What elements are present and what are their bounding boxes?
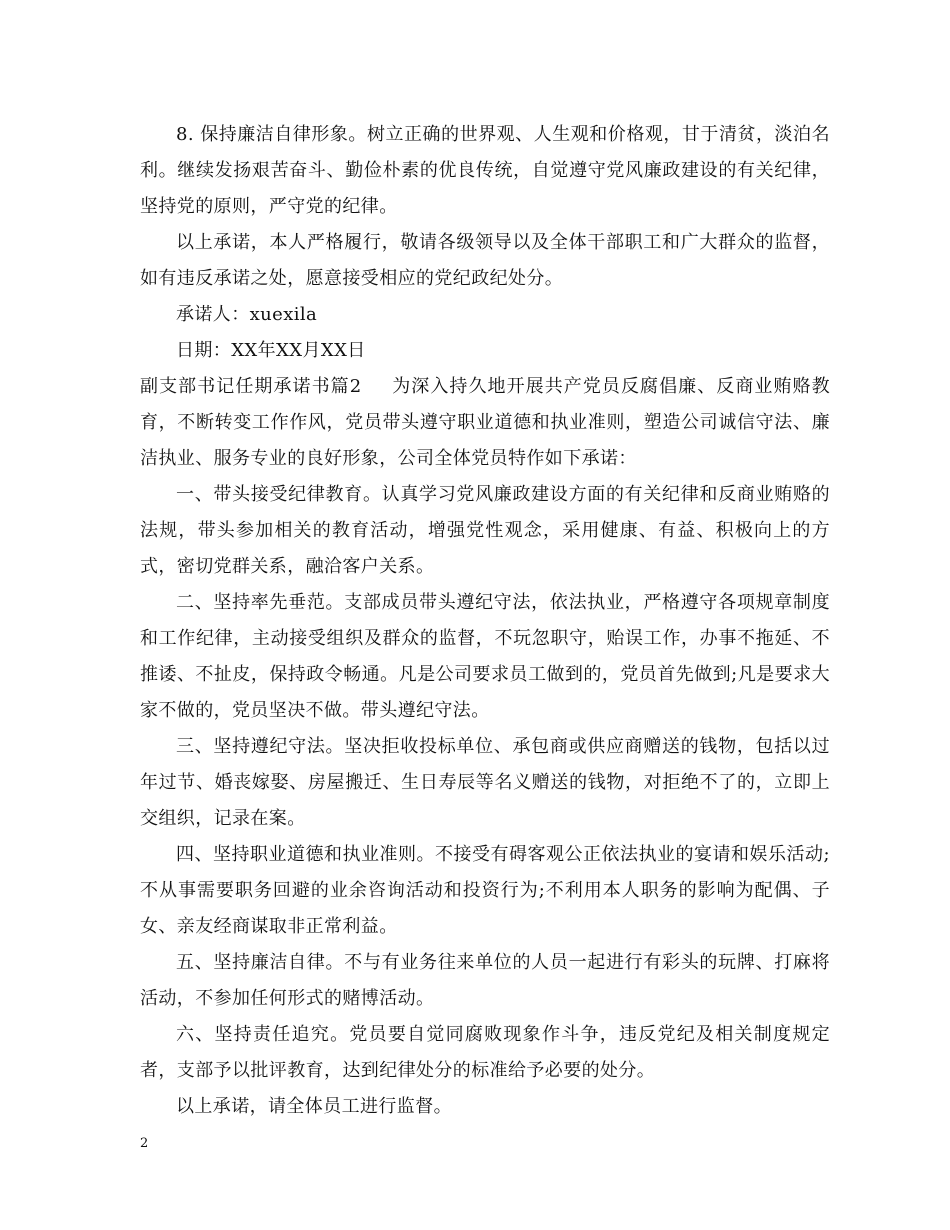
date-line: 日期：XX年XX月XX日 [176,340,366,361]
list-item: 三、坚持遵纪守法。坚决拒收投标单位、承包商或供应商赠送的钱物，包括以过年过节、婚丧嫁娶、房屋搬迁、生日寿辰等名义赠送的钱物，对拒绝不了的，立即上交组织，记录在案。 [140,736,830,829]
document-body [140,117,830,1125]
page-number: 2 [140,1136,149,1151]
paragraph-pledge: 以上承诺，本人严格履行，敬请各级领导以及全体干部职工和广大群众的监督，如有违反承诺之处，愿意接受相应的党纪政纪处分。 [140,232,830,289]
section-2-heading: 副支部书记任期承诺书篇2 [140,376,362,397]
list-item: 二、坚持率先垂范。支部成员带头遵纪守法，依法执业，严格遵守各项规章制度和工作纪律，主动接受组织及群众的监督，不玩忽职守，贻误工作，办事不拖延、不推诿、不扯皮，保持政令畅通。凡是公司要求员工做到的，党员首先做到;凡是要求大家不做的，党员坚决不做。带头遵纪守法。 [140,592,830,721]
section-2-intro: 为深入持久地开展共产党员反腐倡廉、反商业贿赂教育，不断转变工作作风，党员带头遵守职业道德和执业准则，塑造公司诚信守法、廉洁执业、服务专业的良好形象，公司全体党员特作如下承诺： [140,376,830,469]
list-item: 六、坚持责任追究。党员要自觉同腐败现象作斗争，违反党纪及相关制度规定者，支部予以批评教育，达到纪律处分的标准给予必要的处分。 [140,1024,830,1081]
list-item: 五、坚持廉洁自律。不与有业务往来单位的人员一起进行有彩头的玩牌、打麻将活动，不参加任何形式的赌博活动。 [140,952,830,1009]
closing-line: 以上承诺，请全体员工进行监督。 [176,1096,452,1117]
section-2-paragraph [140,369,830,477]
promisor-line: 承诺人：xuexila [176,304,318,325]
list-item: 四、坚持职业道德和执业准则。不接受有碍客观公正依法执业的宴请和娱乐活动;不从事需要职务回避的业余咨询活动和投资行为;不利用本人职务的影响为配偶、子女、亲友经商谋取非正常利益。 [140,844,830,937]
list-item: 一、带头接受纪律教育。认真学习党风廉政建设方面的有关纪律和反商业贿赂的法规，带头参加相关的教育活动，增强党性观念，采用健康、有益、积极向上的方式，密切党群关系，融洽客户关系。 [140,484,830,577]
paragraph-item-8: 8. 保持廉洁自律形象。树立正确的世界观、人生观和价格观，甘于清贫，淡泊名利。继续发扬艰苦奋斗、勤俭朴素的优良传统，自觉遵守党风廉政建设的有关纪律，坚持党的原则，严守党的纪律。 [140,124,830,217]
